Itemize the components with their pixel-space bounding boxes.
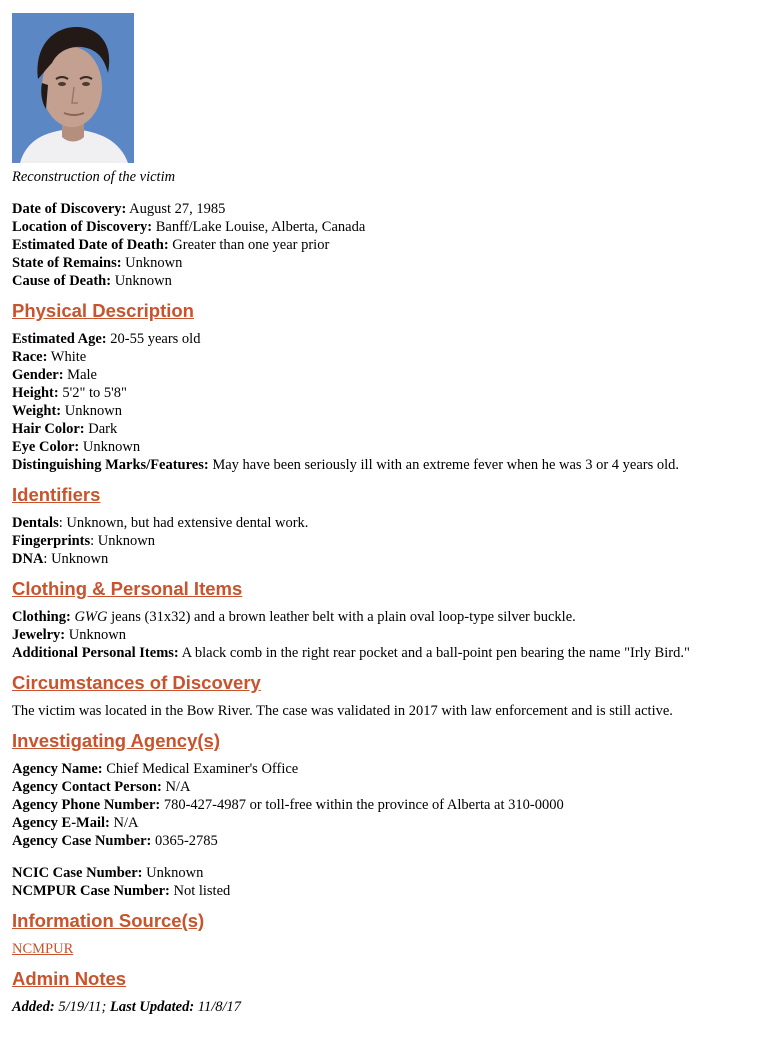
field-value: Banff/Lake Louise, Alberta, Canada <box>152 219 366 235</box>
field-label: Fingerprints <box>12 533 91 549</box>
field-label: Agency Case Number: <box>12 833 152 849</box>
field-value: Not listed <box>169 883 231 899</box>
field-label: Clothing: <box>12 609 71 625</box>
investigating-agency-heading: Investigating Agency(s) <box>12 730 220 751</box>
admin-notes-line <box>12 998 752 1016</box>
identifiers-details <box>12 514 752 568</box>
gender-row <box>12 366 752 384</box>
agency-name-row <box>12 760 752 778</box>
clothing-row <box>12 608 752 626</box>
field-label: Date of Discovery: <box>12 201 127 217</box>
circumstances-heading: Circumstances of Discovery <box>12 672 261 693</box>
field-label: Distinguishing Marks/Features: <box>12 457 209 473</box>
field-label: NCMPUR Case Number: <box>12 883 170 899</box>
added-label: Added: <box>12 999 55 1015</box>
field-value: : Unknown, but had extensive dental work. <box>58 515 309 531</box>
cause-of-death-row <box>12 272 752 290</box>
field-value: 5'2" to 5'8" <box>58 385 127 401</box>
field-value: Unknown <box>65 627 126 643</box>
field-value: May have been seriously ill with an extreme fever when he was 3 or 4 years old. <box>208 457 680 473</box>
victim-reconstruction-image <box>12 13 134 163</box>
agency-email-row <box>12 814 752 832</box>
portrait-illustration <box>12 13 134 163</box>
field-label: Cause of Death: <box>12 273 112 289</box>
discovery-date-row <box>12 200 752 218</box>
eye-color-row <box>12 438 752 456</box>
ncmpur-source-link[interactable]: NCMPUR <box>12 941 74 957</box>
discovery-details <box>12 200 752 290</box>
field-label: State of Remains: <box>12 255 122 271</box>
field-value: : Unknown <box>90 533 155 549</box>
photo-caption: Reconstruction of the victim <box>12 169 176 185</box>
field-label: Agency Phone Number: <box>12 797 161 813</box>
field-value: Unknown <box>79 439 141 455</box>
agency-details <box>12 760 752 900</box>
field-label: Weight: <box>12 403 62 419</box>
field-value: jeans (31x32) and a brown leather belt with a plain oval loop-type silver buckle. <box>107 609 576 625</box>
field-value: A black comb in the right rear pocket and a ball-point pen bearing the name "Irly Bird." <box>178 645 690 661</box>
state-of-remains-row <box>12 254 752 272</box>
age-row <box>12 330 752 348</box>
field-label: Eye Color: <box>12 439 80 455</box>
last-updated-label: Last Updated: <box>110 999 195 1015</box>
field-value: Male <box>63 367 97 383</box>
agency-phone-row <box>12 796 752 814</box>
field-label: Hair Color: <box>12 421 85 437</box>
field-label: NCIC Case Number: <box>12 865 143 881</box>
circumstances-text: The victim was located in the Bow River. The case was validated in 2017 with law enforcement and is still active. <box>12 703 673 719</box>
field-value: Unknown <box>142 865 204 881</box>
field-label: Race: <box>12 349 48 365</box>
height-row <box>12 384 752 402</box>
fingerprints-row <box>12 532 752 550</box>
field-label: Agency E-Mail: <box>12 815 110 831</box>
clothing-brand: GWG <box>74 609 108 625</box>
field-value: : Unknown <box>43 551 109 567</box>
physical-description-heading: Physical Description <box>12 300 194 321</box>
field-label: Location of Discovery: <box>12 219 153 235</box>
field-value: N/A <box>109 815 139 831</box>
field-label: Additional Personal Items: <box>12 645 179 661</box>
field-value: White <box>47 349 87 365</box>
ncic-case-row <box>12 864 752 882</box>
field-label: Jewelry: <box>12 627 66 643</box>
field-label: DNA <box>12 551 44 567</box>
field-value: Unknown <box>61 403 122 419</box>
distinguishing-marks-row <box>12 456 752 474</box>
field-value: 0365-2785 <box>151 833 218 849</box>
field-value: Dark <box>84 421 118 437</box>
field-label: Agency Name: <box>12 761 103 777</box>
spacer <box>12 850 752 864</box>
clothing-details <box>12 608 752 662</box>
information-sources-heading: Information Source(s) <box>12 910 205 931</box>
last-updated-date: 11/8/17 <box>194 999 242 1015</box>
identifiers-heading: Identifiers <box>12 484 101 505</box>
dentals-row <box>12 514 752 532</box>
field-label: Gender: <box>12 367 64 383</box>
race-row <box>12 348 752 366</box>
field-value: N/A <box>161 779 191 795</box>
agency-case-number-row <box>12 832 752 850</box>
field-label: Estimated Age: <box>12 331 107 347</box>
personal-items-row <box>12 644 752 662</box>
field-label: Agency Contact Person: <box>12 779 162 795</box>
agency-contact-row <box>12 778 752 796</box>
field-value: 780-427-4987 or toll-free within the province of Alberta at 310-0000 <box>160 797 564 813</box>
added-date: 5/19/11; <box>54 999 110 1015</box>
field-label: Estimated Date of Death: <box>12 237 169 253</box>
clothing-heading: Clothing & Personal Items <box>12 578 243 599</box>
field-value: 20-55 years old <box>106 331 201 347</box>
field-value: August 27, 1985 <box>126 201 226 217</box>
discovery-location-row <box>12 218 752 236</box>
jewelry-row <box>12 626 752 644</box>
physical-description-details <box>12 330 752 474</box>
weight-row <box>12 402 752 420</box>
field-value: Greater than one year prior <box>168 237 330 253</box>
field-value: Unknown <box>111 273 172 289</box>
ncmpur-case-row <box>12 882 752 900</box>
case-page <box>12 13 752 1016</box>
field-label: Dentals <box>12 515 59 531</box>
field-value: Unknown <box>121 255 183 271</box>
field-value: Chief Medical Examiner's Office <box>102 761 299 777</box>
admin-notes-heading: Admin Notes <box>12 968 127 989</box>
dna-row <box>12 550 752 568</box>
field-label: Height: <box>12 385 59 401</box>
hair-color-row <box>12 420 752 438</box>
estimated-death-row <box>12 236 752 254</box>
